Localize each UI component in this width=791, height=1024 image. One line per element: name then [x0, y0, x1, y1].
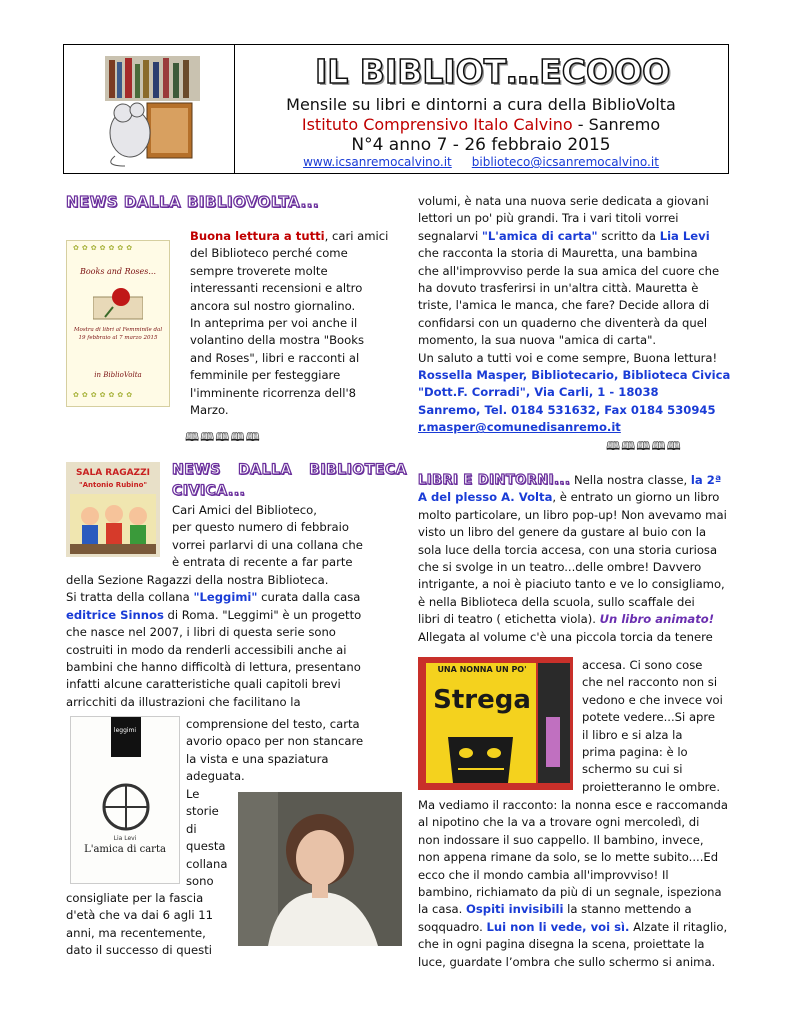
text-line: della Sezione Ragazzi della nostra Biblioteca. — [66, 573, 329, 587]
section-heading-civica-2: CIVICA... — [172, 483, 246, 499]
text-line: d'età che va dai 6 agli 11 — [66, 908, 213, 923]
highlight-text: Ospiti invisibili — [466, 902, 564, 917]
greeting-lead: Buona lettura a tutti — [190, 229, 325, 243]
text-line: interessanti recensioni e altro — [190, 281, 363, 296]
book-title: L'amica di carta — [84, 844, 166, 855]
signature-line: Sanremo, Tel. 0184 531632, Fax 0184 530945 — [418, 402, 716, 417]
text-line: prima pagina: è lo — [582, 745, 688, 760]
text-line: anni, ma recentemente, — [66, 925, 206, 940]
publisher-name: editrice Sinnos — [66, 607, 164, 622]
text-line: confidarsi con un quaderno che diventerà da quel — [418, 315, 708, 330]
text-line: proietteranno le ombre. — [582, 779, 721, 794]
highlight-text: Un libro animato! — [599, 612, 715, 627]
text-line: volantino della mostra "Books — [190, 333, 365, 348]
civica-text-continued — [418, 193, 730, 437]
text-line: ecco che il mondo cambia all'improvviso! Il — [418, 867, 669, 882]
text-line: scritto da — [597, 228, 660, 243]
sign-title: SALA RAGAZZI — [76, 468, 150, 478]
text-line: è entrata di recente a far parte — [172, 555, 353, 570]
text-line: vedono e che invece voi — [582, 692, 723, 707]
section-heading-bibliovolta: NEWS DALLA BIBLIOVOLTA... — [66, 193, 320, 211]
school-label: Istituto Comprensivo Italo Calvino — [301, 115, 573, 134]
text-line: la stanno mettendo a — [563, 902, 692, 917]
text-line: and Roses", libri e racconti al — [190, 350, 360, 365]
text-line: per questo numero di febbraio — [172, 520, 349, 535]
text-line: adeguata. — [186, 769, 245, 784]
class-ref: la 2ª — [690, 473, 722, 487]
website-link[interactable]: www.icsanremocalvino.it — [303, 155, 452, 169]
text-line: triste, l'amica le manca, che fare? Decide allora di — [418, 298, 710, 313]
text-line: che all'improvviso perde la sua amica del cuore che — [418, 263, 720, 278]
book-title-ref: "L'amica di carta" — [481, 228, 598, 243]
text-line: femminile per festeggiare — [190, 368, 341, 383]
text-line: sola luce della torcia accesa, con una storia curiosa — [418, 542, 718, 557]
text-line: Un saluto a tutti voi e come sempre, Buona lettura! — [418, 350, 718, 365]
text-line: schermo su cui si — [582, 762, 683, 777]
strega-cover-illustration — [418, 657, 573, 790]
bibliovolta-text — [190, 228, 388, 419]
author-portrait-photo — [238, 792, 402, 946]
book-divider-icon: 🕮🕮🕮🕮🕮 — [185, 430, 261, 444]
poster-title: Books and Roses... — [79, 267, 156, 276]
text-line: avorio opaco per non stancare — [186, 734, 364, 749]
text-line: accesa. Ci sono cose — [582, 658, 703, 672]
text-line: Nella nostra classe, — [570, 473, 691, 487]
poster-caption: Mostra di libri al Femminile dal 19 febbraio al 7 marzo 2015 — [73, 327, 163, 341]
text-line: segnalarvi — [418, 228, 482, 243]
book-author: Lia Levi — [113, 835, 137, 842]
libri-dintorni-text — [418, 472, 727, 646]
text-line: curata dalla casa — [257, 590, 361, 605]
text-line: Le — [186, 787, 200, 801]
text-line: che si svolge in un teatro...delle ombre! Davvero — [418, 560, 702, 575]
text-line: , è entrato un giorno un libro — [552, 490, 720, 505]
highlight-text: Lui non li vede, voi sì. — [486, 919, 630, 934]
civica-text-top — [172, 502, 363, 572]
libri-text-bottom — [418, 797, 728, 971]
text-line: di Roma. "Leggimi" è un progetto — [163, 607, 362, 622]
book-bookmark-icon — [111, 717, 141, 757]
civica-text-full — [66, 572, 361, 711]
text-line: ha dovuto trasferirsi in un'altra città. Mauretta è — [418, 281, 699, 296]
text-line: Si tratta della collana — [66, 590, 194, 605]
text-line: la vista e una spaziatura — [186, 751, 329, 766]
text-line: soqquadro. — [418, 919, 487, 934]
text-line: sempre troverete molte — [190, 263, 328, 278]
text-line: Cari Amici del Biblioteco, — [172, 503, 317, 517]
author-ref: Lia Levi — [659, 228, 710, 243]
text-line: In anteprima per voi anche il — [190, 316, 358, 331]
text-line: che nel racconto non si — [582, 675, 718, 690]
poster-footer: in BiblioVolta — [94, 371, 142, 379]
portrait-illustration — [238, 792, 402, 946]
text-line: Marzo. — [190, 403, 229, 418]
text-line: luce, guardate l’ombra che sullo schermo si anima. — [418, 954, 716, 969]
school-name — [234, 115, 728, 134]
text-line: lettori un po' più grandi. Tra i vari titoli vorrei — [418, 211, 679, 226]
sign-subtitle: "Antonio Rubino" — [78, 481, 148, 489]
civica-text-mid — [186, 716, 363, 786]
text-line: la casa. — [418, 902, 467, 917]
text-line: molto particolare, un libro pop-up! Non avevamo mai — [418, 507, 727, 522]
text-line: , cari amici — [324, 229, 389, 243]
school-ref: A del plesso A. Volta — [418, 490, 553, 505]
issue-info: N°4 anno 7 - 26 febbraio 2015 — [351, 135, 611, 155]
libri-text-narrow — [582, 657, 723, 796]
section-heading-libri: LIBRI E DINTORNI... — [418, 473, 571, 488]
text-line: l'imminente ricorrenza dell'8 — [190, 385, 357, 400]
text-line: che in ogni pagina disegna la scena, proiettate la — [418, 937, 705, 952]
text-line: che nasce nel 2007, i libri di questa serie sono — [66, 625, 336, 640]
text-line: Ma vediamo il racconto: la nonna esce e raccomanda — [418, 798, 729, 812]
series-name: "Leggimi" — [193, 590, 258, 605]
contact-links — [234, 155, 728, 169]
text-line: collana — [186, 856, 228, 871]
email-link[interactable]: biblioteco@icsanremocalvino.it — [471, 155, 659, 169]
text-line: bambino, richiamato da più di un segnale, ispeziona — [418, 885, 722, 900]
text-line: il libro e si alza la — [582, 727, 683, 742]
strega-book-cover — [418, 657, 573, 790]
text-line: comprensione del testo, carta — [186, 717, 360, 731]
sala-ragazzi-sign-image — [66, 462, 160, 557]
text-line: consigliate per la fascia — [66, 891, 204, 905]
window-illustration — [101, 782, 151, 832]
text-line: di — [186, 821, 197, 836]
text-line: potete vedere...Si apre — [582, 710, 716, 725]
text-line: costruiti in modo da renderli accessibili anche ai — [66, 642, 347, 657]
text-line: sono — [186, 874, 214, 889]
text-line: libri di teatro ( etichetta viola). — [418, 612, 600, 627]
book-series: leggimi — [113, 727, 137, 734]
cover-title: Strega — [433, 685, 531, 715]
text-line: visto un libro del genere da gustare al buio con la — [418, 525, 707, 540]
text-line: intrigante, a noi è piaciuto tanto e ve lo consigliamo, — [418, 577, 725, 592]
mascot-illustration — [95, 48, 205, 170]
text-line: momento, la sua nuova "amica di carta". — [418, 333, 657, 348]
text-line: Allegata al volume c'è una piccola torcia da tenere — [418, 629, 713, 644]
newsletter-title: IL BIBLIOT…ECOOO — [315, 52, 671, 91]
text-line: del Biblioteco perché come — [190, 246, 348, 261]
leaf-border-icon: ✿✿✿✿✿✿✿ — [73, 244, 136, 252]
leaf-border-icon: ✿✿✿✿✿✿✿ — [73, 391, 136, 399]
text-line: arricchiti da illustrazioni che facilitano la — [66, 694, 301, 709]
text-line: non indossare il suo cappello. Il bambino, invece, — [418, 832, 704, 847]
section-heading-civica: NEWS DALLA BIBLIOTECA — [172, 462, 407, 478]
newsletter-subtitle: Mensile su libri e dintorni a cura della BiblioVolta — [286, 95, 676, 114]
books-and-roses-poster — [66, 240, 170, 407]
text-line: bambini che hanno difficoltà di lettura, presentano — [66, 660, 361, 675]
text-line: al nipotino che la va a trovare ogni mercoledì, di — [418, 815, 700, 830]
civica-text-narrow — [186, 786, 227, 890]
text-line: è nella Biblioteca della scuola, sullo scaffale dei — [418, 594, 695, 609]
text-line: infatti alcune caratteristiche quali capitoli brevi — [66, 677, 341, 692]
text-line: storie — [186, 804, 219, 819]
text-line: non appena rimane da solo, se lo mette subito....Ed — [418, 850, 719, 865]
signature-email-link[interactable]: r.masper@comunedisanremo.it — [418, 420, 621, 435]
text-line: dato il successo di questi — [66, 943, 212, 958]
lamica-di-carta-book-cover — [70, 716, 180, 884]
text-line: Alzate il ritaglio, — [629, 919, 728, 934]
rose-book-image — [93, 285, 143, 320]
cover-subtitle: UNA NONNA UN PO' — [437, 665, 527, 674]
book-divider-icon: 🕮🕮🕮🕮🕮 — [606, 439, 682, 453]
civica-text-bottom — [66, 890, 213, 960]
text-line: questa — [186, 839, 226, 854]
signature-line: "Dott.F. Corradi", Via Carli, 1 - 18038 — [418, 385, 659, 400]
text-line: vorrei parlarvi di una collana che — [172, 537, 363, 552]
text-line: che racconta la storia di Mauretta, una bambina — [418, 246, 698, 261]
signature-line: Rossella Masper, Bibliotecario, Biblioteca Civica — [418, 368, 731, 383]
text-line: ancora sul nostro giornalino. — [190, 298, 356, 313]
text-line: volumi, è nata una nuova serie dedicata a giovani — [418, 194, 709, 208]
cartoon-children-illustration — [70, 494, 156, 554]
school-city: - Sanremo — [572, 115, 661, 134]
